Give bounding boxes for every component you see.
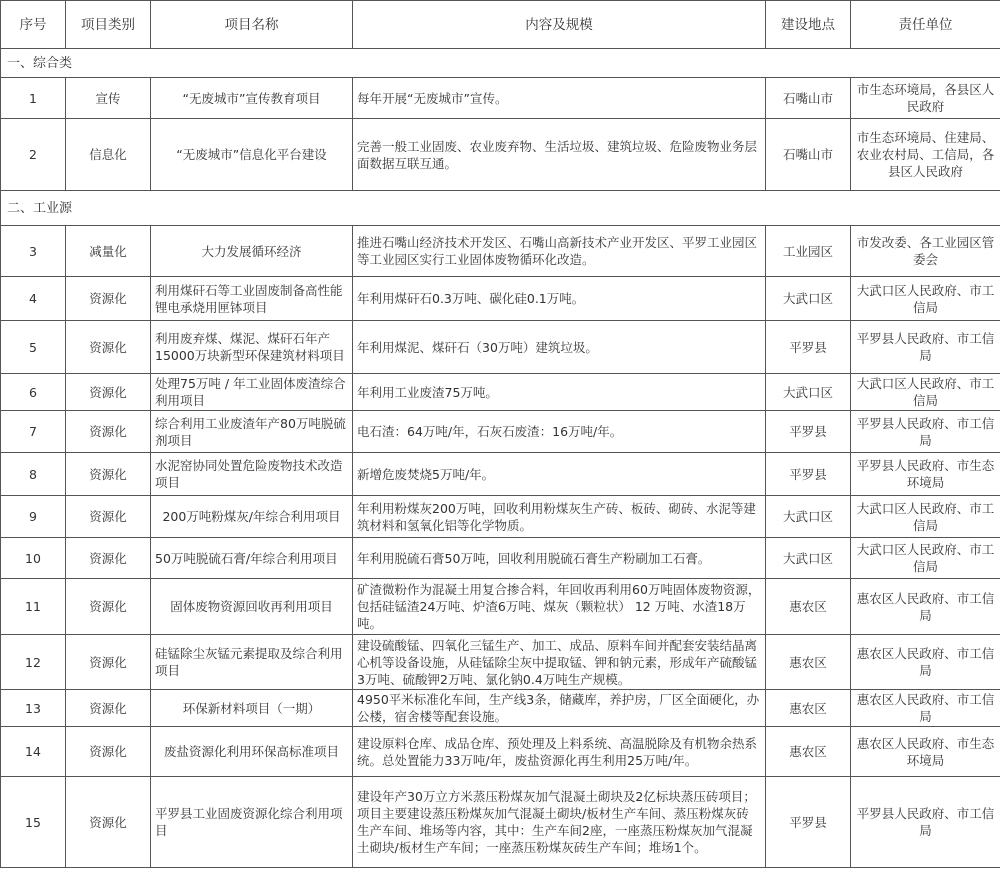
cell-name: 固体废物资源回收再利用项目 [151, 579, 353, 635]
cell-unit: 平罗县人民政府、市生态环境局 [851, 453, 1000, 496]
cell-category: 减量化 [66, 226, 151, 277]
table-row [1, 635, 1000, 690]
cell-name: 综合利用工业废渣年产80万吨脱硫剂项目 [151, 411, 353, 453]
cell-content: 完善一般工业固废、农业废弃物、生活垃圾、建筑垃圾、危险废物业务层面数据互联互通。 [353, 119, 766, 191]
cell-content: 推进石嘴山经济技术开发区、石嘴山高新技术产业开发区、平罗工业园区等工业园区实行工业固体废物循环化改造。 [353, 226, 766, 277]
cell-category: 资源化 [66, 635, 151, 690]
table-row [1, 777, 1000, 868]
cell-unit: 大武口区人民政府、市工信局 [851, 374, 1000, 411]
cell-unit: 大武口区人民政府、市工信局 [851, 496, 1000, 538]
cell-unit: 市生态环境局、住建局、农业农村局、工信局，各县区人民政府 [851, 119, 1000, 191]
cell-category: 信息化 [66, 119, 151, 191]
cell-category: 资源化 [66, 579, 151, 635]
cell-content: 年利用工业废渣75万吨。 [353, 374, 766, 411]
cell-name: 处理75万吨 / 年工业固体废渣综合利用项目 [151, 374, 353, 411]
cell-content: 年利用脱硫石膏50万吨，回收利用脱硫石膏生产粉刷加工石膏。 [353, 538, 766, 579]
cell-location: 平罗县 [766, 411, 851, 453]
cell-content: 建设原料仓库、成品仓库、预处理及上料系统、高温脱除及有机物余热系统。总处置能力33万吨/年，废盐资源化再生利用25万吨/年。 [353, 727, 766, 777]
cell-location: 工业园区 [766, 226, 851, 277]
cell-category: 资源化 [66, 321, 151, 374]
cell-location: 平罗县 [766, 453, 851, 496]
table-row [1, 453, 1000, 496]
cell-no: 1 [1, 78, 66, 119]
cell-category: 资源化 [66, 727, 151, 777]
cell-content: 4950平米标准化车间，生产线3条，储藏库，养护房，厂区全面硬化，办公楼，宿舍楼等配套设施。 [353, 690, 766, 727]
cell-content: 建设年产30万立方米蒸压粉煤灰加气混凝土砌块及2亿标块蒸压砖项目；项目主要建设蒸压粉煤灰加气混凝土砌块/板材生产车间、蒸压粉煤灰砖生产车间、堆场等内容，其中：生产车间2座，一座蒸压粉煤灰加气混凝土砌块/板材生产车间；一座蒸压粉煤灰砖生产车间；堆场1个。 [353, 777, 766, 868]
cell-location: 石嘴山市 [766, 119, 851, 191]
cell-no: 3 [1, 226, 66, 277]
cell-name: 200万吨粉煤灰/年综合利用项目 [151, 496, 353, 538]
cell-name: “无废城市”宣传教育项目 [151, 78, 353, 119]
cell-content: 新增危废焚烧5万吨/年。 [353, 453, 766, 496]
header-location: 建设地点 [766, 1, 851, 49]
header-row [1, 1, 1000, 49]
table-row [1, 374, 1000, 411]
cell-location: 石嘴山市 [766, 78, 851, 119]
cell-content: 年利用煤泥、煤矸石（30万吨）建筑垃圾。 [353, 321, 766, 374]
cell-no: 5 [1, 321, 66, 374]
cell-location: 平罗县 [766, 321, 851, 374]
header-category: 项目类别 [66, 1, 151, 49]
cell-no: 9 [1, 496, 66, 538]
cell-name: 水泥窑协同处置危险废物技术改造项目 [151, 453, 353, 496]
cell-name: 环保新材料项目（一期） [151, 690, 353, 727]
cell-no: 8 [1, 453, 66, 496]
section-row [1, 191, 1000, 226]
header-unit: 责任单位 [851, 1, 1000, 49]
cell-name: 利用煤矸石等工业固废制备高性能锂电承烧用匣钵项目 [151, 277, 353, 321]
cell-category: 资源化 [66, 374, 151, 411]
cell-location: 平罗县 [766, 777, 851, 868]
cell-no: 7 [1, 411, 66, 453]
cell-content: 建设硫酸锰、四氧化三锰生产、加工、成品、原料车间并配套安装结晶离心机等设备设施，从硅锰除尘灰中提取锰、钾和钠元素，形成年产硫酸锰3万吨、硫酸钾2万吨、氯化钠0.4万吨生产规模。 [353, 635, 766, 690]
cell-no: 12 [1, 635, 66, 690]
cell-no: 10 [1, 538, 66, 579]
cell-content: 每年开展“无废城市”宣传。 [353, 78, 766, 119]
cell-location: 大武口区 [766, 277, 851, 321]
cell-unit: 大武口区人民政府、市工信局 [851, 538, 1000, 579]
cell-category: 资源化 [66, 538, 151, 579]
cell-no: 2 [1, 119, 66, 191]
cell-unit: 大武口区人民政府、市工信局 [851, 277, 1000, 321]
header-name: 项目名称 [151, 1, 353, 49]
table-row [1, 277, 1000, 321]
cell-name: 大力发展循环经济 [151, 226, 353, 277]
cell-no: 14 [1, 727, 66, 777]
cell-name: 利用废弃煤、煤泥、煤矸石年产15000万块新型环保建筑材料项目 [151, 321, 353, 374]
cell-name: 50万吨脱硫石膏/年综合利用项目 [151, 538, 353, 579]
cell-category: 资源化 [66, 453, 151, 496]
cell-category: 资源化 [66, 411, 151, 453]
table-row [1, 78, 1000, 119]
cell-unit: 平罗县人民政府、市工信局 [851, 411, 1000, 453]
cell-location: 大武口区 [766, 496, 851, 538]
cell-unit: 平罗县人民政府、市工信局 [851, 321, 1000, 374]
section-title: 二、工业源 [1, 191, 1000, 226]
cell-location: 大武口区 [766, 538, 851, 579]
cell-name: 废盐资源化利用环保高标准项目 [151, 727, 353, 777]
cell-no: 4 [1, 277, 66, 321]
cell-category: 资源化 [66, 496, 151, 538]
cell-unit: 惠农区人民政府、市工信局 [851, 635, 1000, 690]
cell-category: 资源化 [66, 277, 151, 321]
cell-unit: 平罗县人民政府、市工信局 [851, 777, 1000, 868]
header-content: 内容及规模 [353, 1, 766, 49]
cell-no: 11 [1, 579, 66, 635]
cell-category: 资源化 [66, 690, 151, 727]
cell-no: 6 [1, 374, 66, 411]
table-body [1, 49, 1000, 868]
section-row [1, 49, 1000, 78]
cell-unit: 市生态环境局，各县区人民政府 [851, 78, 1000, 119]
cell-unit: 市发改委、各工业园区管委会 [851, 226, 1000, 277]
cell-location: 惠农区 [766, 635, 851, 690]
cell-category: 资源化 [66, 777, 151, 868]
cell-name: 平罗县工业固废资源化综合利用项目 [151, 777, 353, 868]
cell-location: 惠农区 [766, 727, 851, 777]
table-row [1, 119, 1000, 191]
cell-name: “无废城市”信息化平台建设 [151, 119, 353, 191]
table-row [1, 411, 1000, 453]
table-row [1, 226, 1000, 277]
cell-unit: 惠农区人民政府、市工信局 [851, 690, 1000, 727]
table-row [1, 496, 1000, 538]
cell-content: 电石渣：64万吨/年，石灰石废渣：16万吨/年。 [353, 411, 766, 453]
cell-unit: 惠农区人民政府、市工信局 [851, 579, 1000, 635]
cell-content: 矿渣微粉作为混凝土用复合掺合料，年回收再利用60万吨固体废物资源，包括硅锰渣24万吨、炉渣6万吨、煤灰（颗粒状） 12 万吨、水渣18万吨。 [353, 579, 766, 635]
table-row [1, 727, 1000, 777]
cell-location: 惠农区 [766, 690, 851, 727]
cell-category: 宣传 [66, 78, 151, 119]
cell-no: 15 [1, 777, 66, 868]
cell-name: 硅锰除尘灰锰元素提取及综合利用项目 [151, 635, 353, 690]
section-title: 一、综合类 [1, 49, 1000, 78]
cell-location: 惠农区 [766, 579, 851, 635]
table-row [1, 538, 1000, 579]
cell-unit: 惠农区人民政府、市生态环境局 [851, 727, 1000, 777]
cell-location: 大武口区 [766, 374, 851, 411]
header-no: 序号 [1, 1, 66, 49]
table-row [1, 321, 1000, 374]
table-row [1, 579, 1000, 635]
cell-content: 年利用煤矸石0.3万吨、碳化硅0.1万吨。 [353, 277, 766, 321]
table-row [1, 690, 1000, 727]
cell-no: 13 [1, 690, 66, 727]
cell-content: 年利用粉煤灰200万吨，回收利用粉煤灰生产砖、板砖、砌砖、水泥等建筑材料和氢氧化铝等化学物质。 [353, 496, 766, 538]
